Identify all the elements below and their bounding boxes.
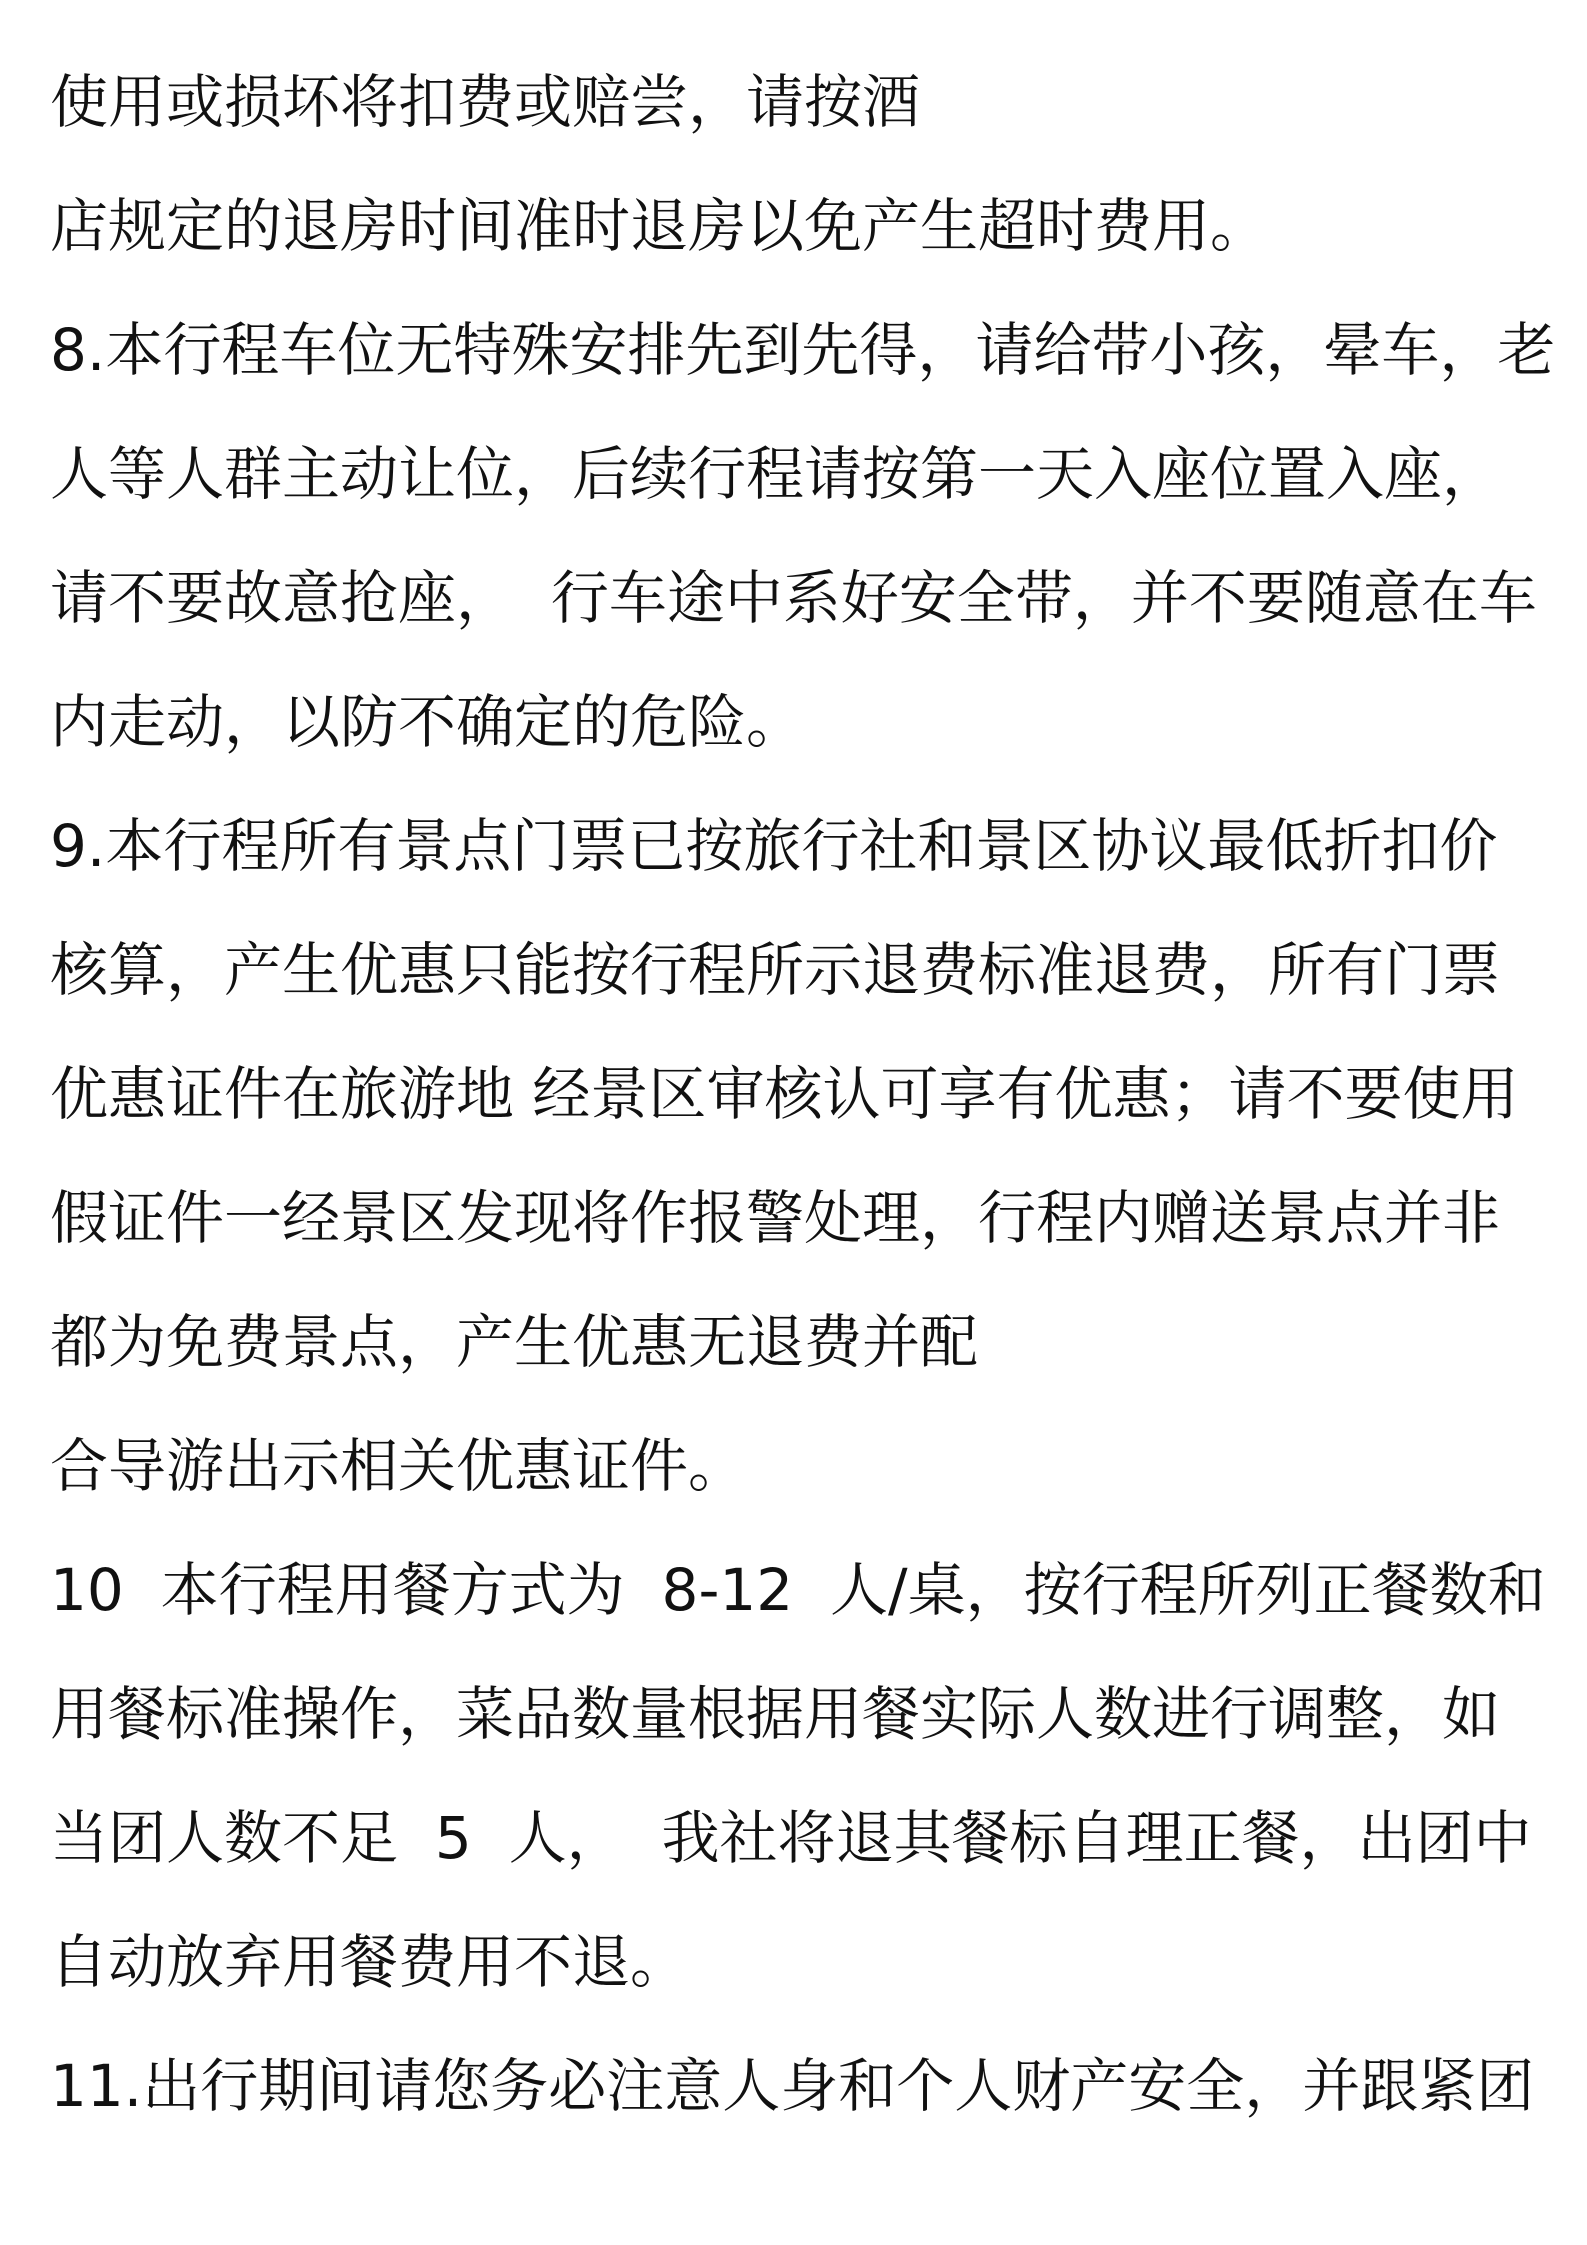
- text-line: 核算，产生优惠只能按行程所示退费标准退费，所有门票: [50, 936, 1501, 1004]
- text-line: 内走动，以防不确定的危险。: [50, 688, 805, 756]
- text-line: 请不要故意抢座， 行车途中系好安全带，并不要随意在车: [50, 564, 1537, 632]
- text-line: 假证件一经景区发现将作报警处理，行程内赠送景点并非: [50, 1184, 1501, 1252]
- text-line: 11.出行期间请您务必注意人身和个人财产安全，并跟紧团: [50, 2052, 1535, 2120]
- text-line: 自动放弃用餐费用不退。: [50, 1928, 689, 1996]
- text-line: 人等人群主动让位，后续行程请按第一天入座位置入座，: [50, 440, 1501, 508]
- text-line: 用餐标准操作，菜品数量根据用餐实际人数进行调整，如: [50, 1680, 1501, 1748]
- text-line: 10 本行程用餐方式为 8-12 人/桌，按行程所列正餐数和: [50, 1556, 1546, 1624]
- text-line: 当团人数不足 5 人， 我社将退其餐标自理正餐，出团中: [50, 1804, 1532, 1872]
- text-line: 使用或损坏将扣费或赔尝，请按酒: [50, 68, 921, 136]
- text-line: 都为免费景点，产生优惠无退费并配: [50, 1308, 979, 1376]
- text-line: 9.本行程所有景点门票已按旅行社和景区协议最低折扣价: [50, 812, 1498, 880]
- document-body: [50, 40, 1556, 2148]
- text-line: 优惠证件在旅游地 经景区审核认可享有优惠；请不要使用: [50, 1060, 1519, 1128]
- text-line: 合导游出示相关优惠证件。: [50, 1432, 747, 1500]
- text-line: 8.本行程车位无特殊安排先到先得，请给带小孩，晕车，老: [50, 316, 1556, 384]
- text-line: 店规定的退房时间准时退房以免产生超时费用。: [50, 192, 1269, 260]
